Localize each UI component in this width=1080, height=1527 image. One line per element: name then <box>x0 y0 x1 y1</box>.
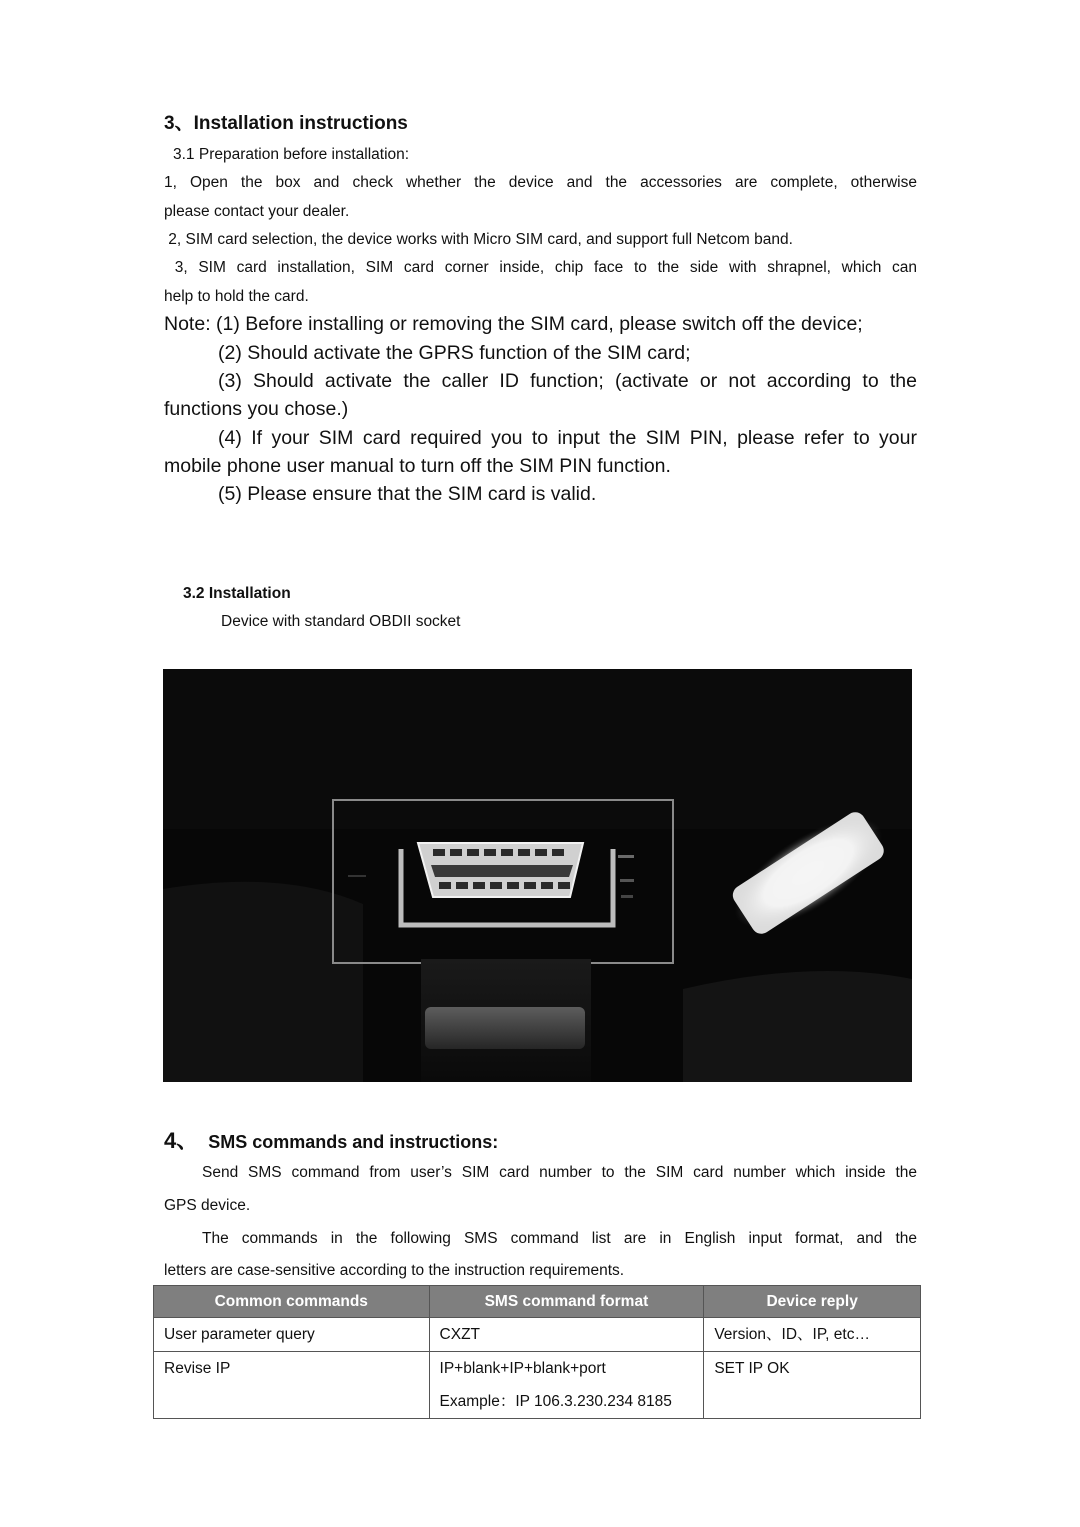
sms-intro-line2: GPS device. <box>164 1197 251 1214</box>
section-4-heading <box>164 1124 498 1155</box>
prep-item-2: 2, SIM card selection, the device works with Micro SIM card, and support full Netcom band. <box>164 231 793 248</box>
note-3-line2: functions you chose.) <box>164 398 349 420</box>
table-row <box>154 1318 921 1352</box>
note-2: (2) Should activate the GPRS function of the SIM card; <box>218 342 691 364</box>
sms-format-line1: The commands in the following SMS command list are in English input format, and the <box>202 1230 917 1247</box>
header-common-commands: Common commands <box>154 1286 430 1318</box>
reply-cell: SET IP OK <box>704 1352 921 1419</box>
section-4-number: 4、 <box>164 1128 199 1153</box>
command-cell: Revise IP <box>154 1352 430 1419</box>
format-example: Example：IP 106.3.230.234 8185 <box>439 1393 672 1410</box>
note-4-line1: (4) If your SIM card required you to input the SIM PIN, please refer to your <box>218 427 917 449</box>
section-3-heading: 3、Installation instructions <box>164 113 408 134</box>
table-row <box>154 1352 921 1419</box>
header-device-reply: Device reply <box>704 1286 921 1318</box>
note-3-line1: (3) Should activate the caller ID function; (activate or not according to the <box>218 370 917 392</box>
prep-item-3-line2: help to hold the card. <box>164 288 309 305</box>
note-1: Note: (1) Before installing or removing the SIM card, please switch off the device; <box>164 313 863 335</box>
header-sms-command-format: SMS command format <box>429 1286 704 1318</box>
installation-subheading: 3.2 Installation <box>183 585 291 602</box>
format-cell: CXZT <box>429 1318 704 1352</box>
obd-socket-illustration <box>163 669 912 1082</box>
obd-socket-photo <box>163 669 912 1082</box>
note-5: (5) Please ensure that the SIM card is valid. <box>218 483 597 505</box>
command-cell: User parameter query <box>154 1318 430 1352</box>
table-header-row <box>154 1286 921 1318</box>
note-4-line2: mobile phone user manual to turn off the SIM PIN function. <box>164 455 671 477</box>
installation-caption: Device with standard OBDII socket <box>221 613 461 630</box>
prep-item-1-line1: 1, Open the box and check whether the device and the accessories are complete, otherwise <box>164 174 917 191</box>
prep-item-1-line2: please contact your dealer. <box>164 203 350 220</box>
format-cell: IP+blank+IP+blank+port Example：IP 106.3.230.234 8185 <box>429 1352 704 1419</box>
reply-cell: Version、ID、IP, etc… <box>704 1318 921 1352</box>
preparation-title: 3.1 Preparation before installation: <box>173 146 410 163</box>
sms-format-line2: letters are case-sensitive according to the instruction requirements. <box>164 1262 625 1279</box>
prep-item-3-line1: 3, SIM card installation, SIM card corner inside, chip face to the side with shrapnel, which can <box>164 259 917 276</box>
sms-command-table <box>153 1285 921 1419</box>
section-4-title: SMS commands and instructions: <box>208 1132 499 1152</box>
sms-intro-line1: Send SMS command from user’s SIM card number to the SIM card number which inside the <box>202 1164 917 1181</box>
